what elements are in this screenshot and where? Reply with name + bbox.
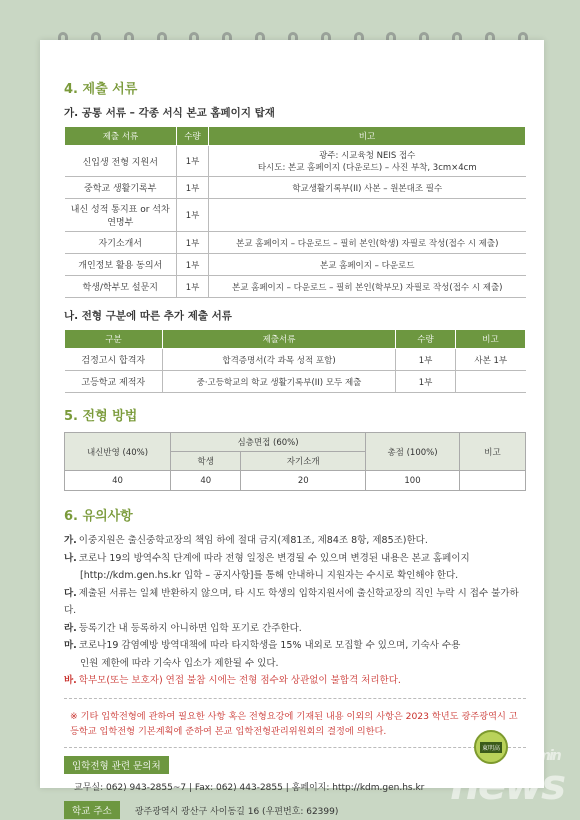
note-item bbox=[64, 532, 526, 550]
doc-note bbox=[209, 177, 526, 199]
address-text: 광주광역시 광산구 사이동길 16 (우편번호: 62399) bbox=[134, 806, 339, 817]
contact-label: 입학전형 관련 문의처 bbox=[64, 756, 169, 774]
doc-qty: 1부 bbox=[177, 254, 209, 276]
val-total: 100 bbox=[366, 471, 460, 491]
note-line-1: 본교 홈페이지 – 다운로드 – 필히 본인(학생) 자필로 작성(접수 시 제출) bbox=[236, 238, 499, 249]
note-line-1: 본교 홈페이지 – 다운로드 bbox=[320, 260, 415, 271]
table-row bbox=[65, 254, 526, 276]
table-row bbox=[65, 276, 526, 298]
doc-name: 학생/학부모 설문지 bbox=[65, 276, 177, 298]
table-row bbox=[65, 177, 526, 199]
note-mark: 가. bbox=[64, 535, 77, 546]
note-line-2: 타시도: 본교 홈페이지 (다운로드) – 사진 부착, 3cm×4cm bbox=[257, 163, 477, 173]
note-mark: 바. bbox=[64, 675, 77, 686]
note-text: 인원 제한에 따라 기숙사 입소가 제한될 수 있다. bbox=[80, 657, 279, 669]
additional-documents-table bbox=[64, 329, 526, 393]
doc-qty: 1부 bbox=[177, 146, 209, 177]
category: 검정고시 합격자 bbox=[65, 349, 163, 371]
val-naesin: 40 bbox=[65, 471, 171, 491]
note-text: 코로나 19의 방역수칙 단계에 따라 전형 일정은 변경될 수 있으며 변경된 내용은 본교 홈페이지 bbox=[78, 552, 470, 564]
val-self-intro: 20 bbox=[241, 471, 366, 491]
th-interview: 심층면접 (60%) bbox=[171, 433, 366, 452]
doc-qty: 1부 bbox=[177, 276, 209, 298]
note-item bbox=[64, 655, 526, 673]
table-row bbox=[65, 199, 526, 232]
subsection-b-title: 나. 전형 구분에 따른 추가 제출 서류 bbox=[64, 310, 232, 322]
doc-name: 자기소개서 bbox=[65, 232, 177, 254]
note-text: [http://kdm.gen.hs.kr 입학 – 공지사항]를 통해 안내하니 지원자는 수시로 확인해야 한다. bbox=[80, 570, 459, 581]
doc-name: 중학교 생활기록부 bbox=[65, 177, 177, 199]
note-item bbox=[64, 637, 526, 655]
contact-text: 교무실: 062) 943-2855~7 | Fax: 062) 443-2855 | 홈페이지: http://kdm.gen.hs.kr bbox=[74, 782, 425, 793]
doc-note bbox=[209, 146, 526, 177]
doc-note: 사본 1부 bbox=[456, 349, 526, 371]
doc-name: 신입생 전형 지원서 bbox=[65, 146, 177, 177]
th-total: 총점 (100%) bbox=[366, 433, 460, 471]
table-row bbox=[65, 232, 526, 254]
note-item bbox=[64, 672, 526, 690]
table-row bbox=[65, 371, 526, 393]
doc-qty: 1부 bbox=[396, 349, 456, 371]
notes-list bbox=[64, 532, 526, 690]
doc-name: 내신 성적 통지표 or 석차연명부 bbox=[65, 199, 177, 232]
doc-qty: 1부 bbox=[396, 371, 456, 393]
table-row bbox=[65, 349, 526, 371]
th-qty: 수량 bbox=[177, 127, 209, 146]
note-line-1: 학교생활기록부(II) 사본 – 원본대조 필수 bbox=[292, 183, 443, 194]
category: 고등학교 제적자 bbox=[65, 371, 163, 393]
subsection-a-title: 가. 공통 서류 – 각종 서식 본교 홈페이지 탑재 bbox=[64, 107, 275, 119]
th-note: 비고 bbox=[209, 127, 526, 146]
doc-note bbox=[209, 254, 526, 276]
th-student: 학생 bbox=[171, 452, 241, 471]
note-text: 등록기간 내 등록하지 아니하면 입학 포기로 간주한다. bbox=[78, 622, 302, 634]
doc-name: 개인정보 활용 동의서 bbox=[65, 254, 177, 276]
th-qty2: 수량 bbox=[396, 330, 456, 349]
note-text: 학부모(또는 보호자) 연접 불참 시에는 전형 점수와 상관없이 불합격 처리한다. bbox=[78, 675, 401, 686]
logo-text: 東明高 bbox=[480, 742, 502, 753]
note-item bbox=[64, 585, 526, 620]
note-mark: 마. bbox=[64, 640, 77, 651]
doc-qty: 1부 bbox=[177, 232, 209, 254]
table-row bbox=[65, 146, 526, 177]
address-label: 학교 주소 bbox=[64, 801, 120, 819]
doc-note bbox=[209, 199, 526, 232]
required-docs: 중·고등학교의 학교 생활기록부(II) 모두 제출 bbox=[163, 371, 396, 393]
th-self-intro: 자기소개 bbox=[241, 452, 366, 471]
selection-method-table bbox=[64, 432, 526, 491]
common-documents-table bbox=[64, 126, 526, 298]
note-text: 이중지원은 출신중학교장의 책임 하에 절대 금지(제81조, 제84조 8항, 제85조)한다. bbox=[78, 535, 428, 546]
val-student: 40 bbox=[171, 471, 241, 491]
section-5-title: 5. 전형 방법 bbox=[64, 409, 138, 424]
note-line-1: 본교 홈페이지 – 다운로드 – 필히 본인(학부모) 자필로 작성(접수 시 제출) bbox=[232, 282, 503, 293]
val-note bbox=[460, 471, 526, 491]
th-category: 구분 bbox=[65, 330, 163, 349]
doc-note bbox=[456, 371, 526, 393]
section-4-title: 4. 제출 서류 bbox=[64, 82, 138, 97]
note-item bbox=[64, 550, 526, 568]
note-item bbox=[64, 620, 526, 638]
required-docs: 합격증명서(각 과목 성적 포함) bbox=[163, 349, 396, 371]
th-document: 제출 서류 bbox=[65, 127, 177, 146]
th-docs: 제출서류 bbox=[163, 330, 396, 349]
note-mark: 라. bbox=[64, 622, 77, 634]
note-text: 제출된 서류는 일체 반환하지 않으며, 타 시도 학생의 입학지원서에 출신학교장의 직인 누락 시 접수 불가하다. bbox=[64, 587, 519, 616]
note-line-1: 광주: 시교육청 NEIS 접수 bbox=[319, 151, 416, 161]
doc-note bbox=[209, 276, 526, 298]
note-text: 코로나19 감염예방 방역대책에 따라 타지학생을 15% 내외로 모집할 수 있으며, 기숙사 수용 bbox=[78, 640, 461, 651]
doc-qty: 1부 bbox=[177, 199, 209, 232]
doc-note bbox=[209, 232, 526, 254]
watermark-small: newmin bbox=[510, 748, 560, 764]
document-content bbox=[64, 78, 526, 819]
note-mark: 다. bbox=[64, 587, 77, 599]
section-6-title: 6. 유의사항 bbox=[64, 509, 133, 524]
school-logo-icon bbox=[474, 730, 508, 764]
th-naesin: 내신반영 (40%) bbox=[65, 433, 171, 471]
notice-text: ※ 기타 입학전형에 관하여 필요한 사항 혹은 전형요강에 기재된 내용 이외의 사항은 2023 학년도 광주광역시 고등학교 입학전형 기본계획에 준하여 본교 입학전형관리위원회의 결정에 의한다. bbox=[64, 698, 526, 748]
note-item bbox=[64, 567, 526, 585]
watermark-text: news bbox=[450, 760, 565, 809]
note-mark: 나. bbox=[64, 552, 77, 564]
th-note3: 비고 bbox=[460, 433, 526, 471]
doc-qty: 1부 bbox=[177, 177, 209, 199]
th-note2: 비고 bbox=[456, 330, 526, 349]
